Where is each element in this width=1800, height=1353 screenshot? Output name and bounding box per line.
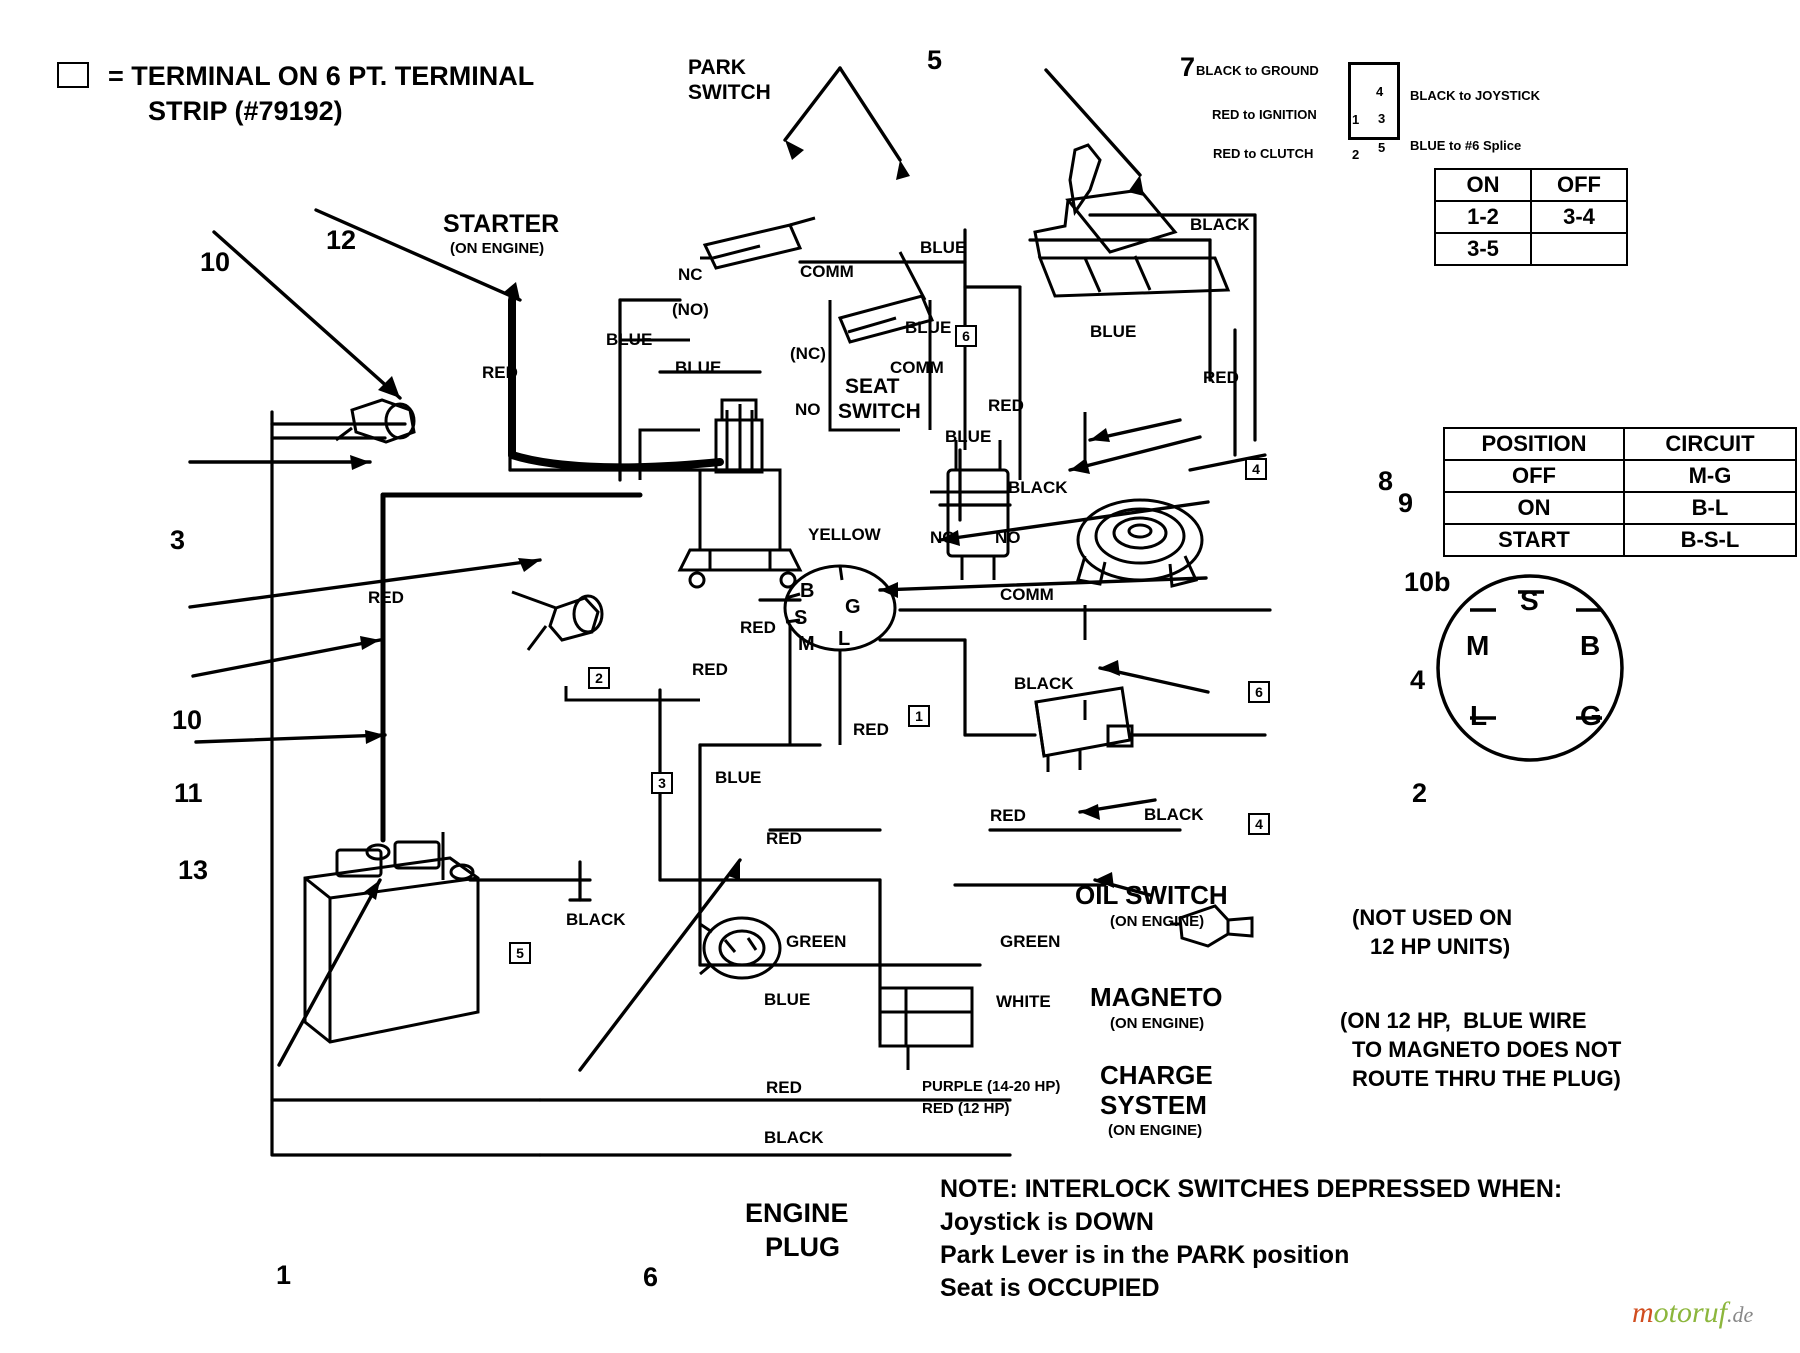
starter-label: STARTER — [443, 210, 560, 238]
wire-label-black-5: BLACK — [566, 910, 626, 929]
magneto-note-1: (ON 12 HP, BLUE WIRE — [1340, 1008, 1587, 1033]
terminal-marker-6a: 6 — [955, 325, 977, 347]
ign-terminal-L: L — [838, 628, 851, 650]
relay-comm-label: COMM — [1000, 585, 1054, 604]
park-switch-no-label: (NO) — [672, 300, 709, 319]
terminal-marker-6b: 6 — [1248, 681, 1270, 703]
starter-sublabel: (ON ENGINE) — [450, 240, 545, 257]
on-off-header-off: OFF — [1531, 169, 1627, 201]
on-off-r1c2: 3-4 — [1531, 201, 1627, 233]
wire-label-blue-5: BLUE — [1090, 322, 1137, 341]
pos-start: START — [1444, 524, 1624, 556]
ign-terminal-B: B — [800, 580, 815, 602]
joystick-pin-4: 4 — [1376, 84, 1384, 99]
circuit-on: B-L — [1624, 492, 1796, 524]
circuit-start: B-S-L — [1624, 524, 1796, 556]
relay-no-label: NO — [995, 528, 1021, 547]
engine-plug-label-2: PLUG — [765, 1232, 841, 1262]
seat-switch-label-2: SWITCH — [838, 400, 921, 423]
seat-switch-label-1: SEAT — [845, 375, 900, 398]
watermark-otoruf: otoruf — [1653, 1296, 1728, 1329]
callout-13: 12 — [326, 225, 357, 255]
joystick-box-right-2: BLUE to #6 Splice — [1410, 138, 1522, 153]
joystick-terminal-box — [1348, 62, 1400, 140]
wire-label-red-9: RED — [766, 829, 802, 848]
charge-system-label-2: SYSTEM — [1100, 1090, 1207, 1120]
interlock-note-3: Seat is OCCUPIED — [940, 1274, 1160, 1302]
callout-14: 13 — [178, 855, 209, 885]
on-off-r2c2 — [1531, 233, 1627, 265]
key-face-L: L — [1470, 700, 1488, 731]
oil-switch-label: OIL SWITCH — [1075, 880, 1228, 910]
relay-nc-label: NC — [930, 528, 955, 547]
ign-terminal-M: M — [798, 633, 815, 655]
pos-header: POSITION — [1444, 428, 1624, 460]
seat-switch-nc-label: (NC) — [790, 344, 826, 363]
wire-label-black-2: BLACK — [1008, 478, 1068, 497]
callout-1: 1 — [276, 1260, 292, 1290]
wire-label-red-3: RED — [988, 396, 1024, 415]
oil-switch-sublabel: (ON ENGINE) — [1110, 913, 1205, 930]
wire-label-blue-1: BLUE — [920, 238, 967, 257]
wire-label-blue-7: BLUE — [715, 768, 762, 787]
oil-switch-note-1: (NOT USED ON — [1352, 905, 1513, 930]
wire-label-green-2: GREEN — [1000, 932, 1061, 951]
callout-5: 5 — [927, 45, 943, 75]
wire-label-black-3: BLACK — [1014, 674, 1074, 693]
joystick-pin-1: 1 — [1352, 112, 1360, 127]
wire-label-blue-6: BLUE — [945, 427, 992, 446]
callout-3: 3 — [170, 525, 186, 555]
magneto-sublabel: (ON ENGINE) — [1110, 1015, 1205, 1032]
wire-label-red-5: RED — [740, 618, 776, 637]
watermark-de: .de — [1727, 1302, 1754, 1327]
interlock-note-1: Joystick is DOWN — [940, 1208, 1154, 1236]
callout-10: 10 — [200, 247, 231, 277]
wire-label-red-1: RED — [482, 363, 518, 382]
terminal-marker-5: 5 — [509, 942, 531, 964]
circuit-header: CIRCUIT — [1624, 428, 1796, 460]
callout-9: 9 — [1398, 488, 1414, 518]
interlock-note-title: NOTE: INTERLOCK SWITCHES DEPRESSED WHEN: — [940, 1175, 1563, 1203]
wire-label-black-6: BLACK — [764, 1128, 824, 1147]
wire-label-white: WHITE — [996, 992, 1051, 1011]
key-face-B: B — [1580, 630, 1601, 661]
pos-on: ON — [1444, 492, 1624, 524]
wire-label-red-10: RED — [766, 1078, 802, 1097]
callout-6: 6 — [643, 1262, 659, 1292]
engine-plug-label-1: ENGINE — [745, 1198, 849, 1228]
park-switch-nc-label: NC — [678, 265, 703, 284]
circuit-off: M-G — [1624, 460, 1796, 492]
terminal-marker-3: 3 — [651, 772, 673, 794]
ign-terminal-G: G — [845, 596, 861, 618]
pos-off: OFF — [1444, 460, 1624, 492]
watermark-m: m — [1632, 1296, 1654, 1329]
callout-8: 8 — [1378, 466, 1394, 496]
terminal-marker-4b: 4 — [1248, 813, 1270, 835]
wire-label-red-8: RED — [990, 806, 1026, 825]
charge-note-2: RED (12 HP) — [922, 1100, 1010, 1117]
magneto-note-2: TO MAGNETO DOES NOT — [1352, 1037, 1622, 1062]
joystick-box-left-3: RED to CLUTCH — [1213, 146, 1314, 161]
magneto-note-3: ROUTE THRU THE PLUG) — [1352, 1066, 1621, 1091]
legend-line1: = TERMINAL ON 6 PT. TERMINAL — [108, 61, 535, 91]
wire-label-blue-4: BLUE — [675, 358, 722, 377]
legend-square-icon — [57, 62, 89, 88]
wire-label-yellow: YELLOW — [808, 525, 881, 544]
park-switch-label-2: SWITCH — [688, 81, 771, 104]
charge-note-1: PURPLE (14-20 HP) — [922, 1078, 1061, 1095]
park-switch-label-1: PARK — [688, 56, 746, 79]
wire-label-black-1: BLACK — [1190, 215, 1250, 234]
callout-2: 2 — [1412, 778, 1428, 808]
wire-label-blue-3: BLUE — [606, 330, 653, 349]
key-face-M: M — [1466, 630, 1490, 661]
magneto-label: MAGNETO — [1090, 982, 1223, 1012]
watermark — [1632, 1296, 1753, 1330]
callout-12: 11 — [174, 778, 203, 808]
wire-label-red-6: RED — [692, 660, 728, 679]
joystick-box-left-2: RED to IGNITION — [1212, 107, 1317, 122]
oil-switch-note-2: 12 HP UNITS) — [1370, 934, 1511, 959]
terminal-marker-4a: 4 — [1245, 458, 1267, 480]
terminal-marker-2: 2 — [588, 667, 610, 689]
charge-system-label-1: CHARGE — [1100, 1060, 1213, 1090]
position-circuit-table — [1443, 427, 1797, 557]
joystick-pin-2: 2 — [1352, 147, 1360, 162]
wire-label-red-7: RED — [853, 720, 889, 739]
charge-system-sublabel: (ON ENGINE) — [1108, 1122, 1203, 1139]
seat-switch-comm-label: COMM — [890, 358, 944, 377]
on-off-header-on: ON — [1435, 169, 1531, 201]
callout-7: 7 — [1180, 52, 1196, 82]
wire-label-green-1: GREEN — [786, 932, 847, 951]
wire-label-blue-8: BLUE — [764, 990, 811, 1009]
joystick-pin-3: 3 — [1378, 111, 1386, 126]
seat-switch-no-label: NO — [795, 400, 821, 419]
callout-10b: 10 — [172, 705, 203, 735]
wire-label-black-4: BLACK — [1144, 805, 1204, 824]
park-switch-comm-label: COMM — [800, 262, 854, 281]
interlock-note-2: Park Lever is in the PARK position — [940, 1241, 1350, 1269]
legend-line2: STRIP (#79192) — [148, 96, 343, 126]
joystick-box-left-1: BLACK to GROUND — [1196, 63, 1319, 78]
joystick-box-right-1: BLACK to JOYSTICK — [1410, 88, 1540, 103]
key-face-S: S — [1520, 585, 1539, 616]
joystick-pin-5: 5 — [1378, 140, 1386, 155]
callout-11: 10b — [1404, 567, 1451, 597]
key-face-G: G — [1580, 700, 1602, 731]
ign-terminal-S: S — [794, 607, 808, 629]
wire-label-red-4: RED — [368, 588, 404, 607]
on-off-table — [1434, 168, 1628, 266]
wire-label-blue-2: BLUE — [905, 318, 952, 337]
on-off-r1c1: 1-2 — [1435, 201, 1531, 233]
terminal-marker-1: 1 — [908, 705, 930, 727]
wire-label-red-2: RED — [1203, 368, 1239, 387]
on-off-r2c1: 3-5 — [1435, 233, 1531, 265]
callout-4: 4 — [1410, 665, 1426, 695]
